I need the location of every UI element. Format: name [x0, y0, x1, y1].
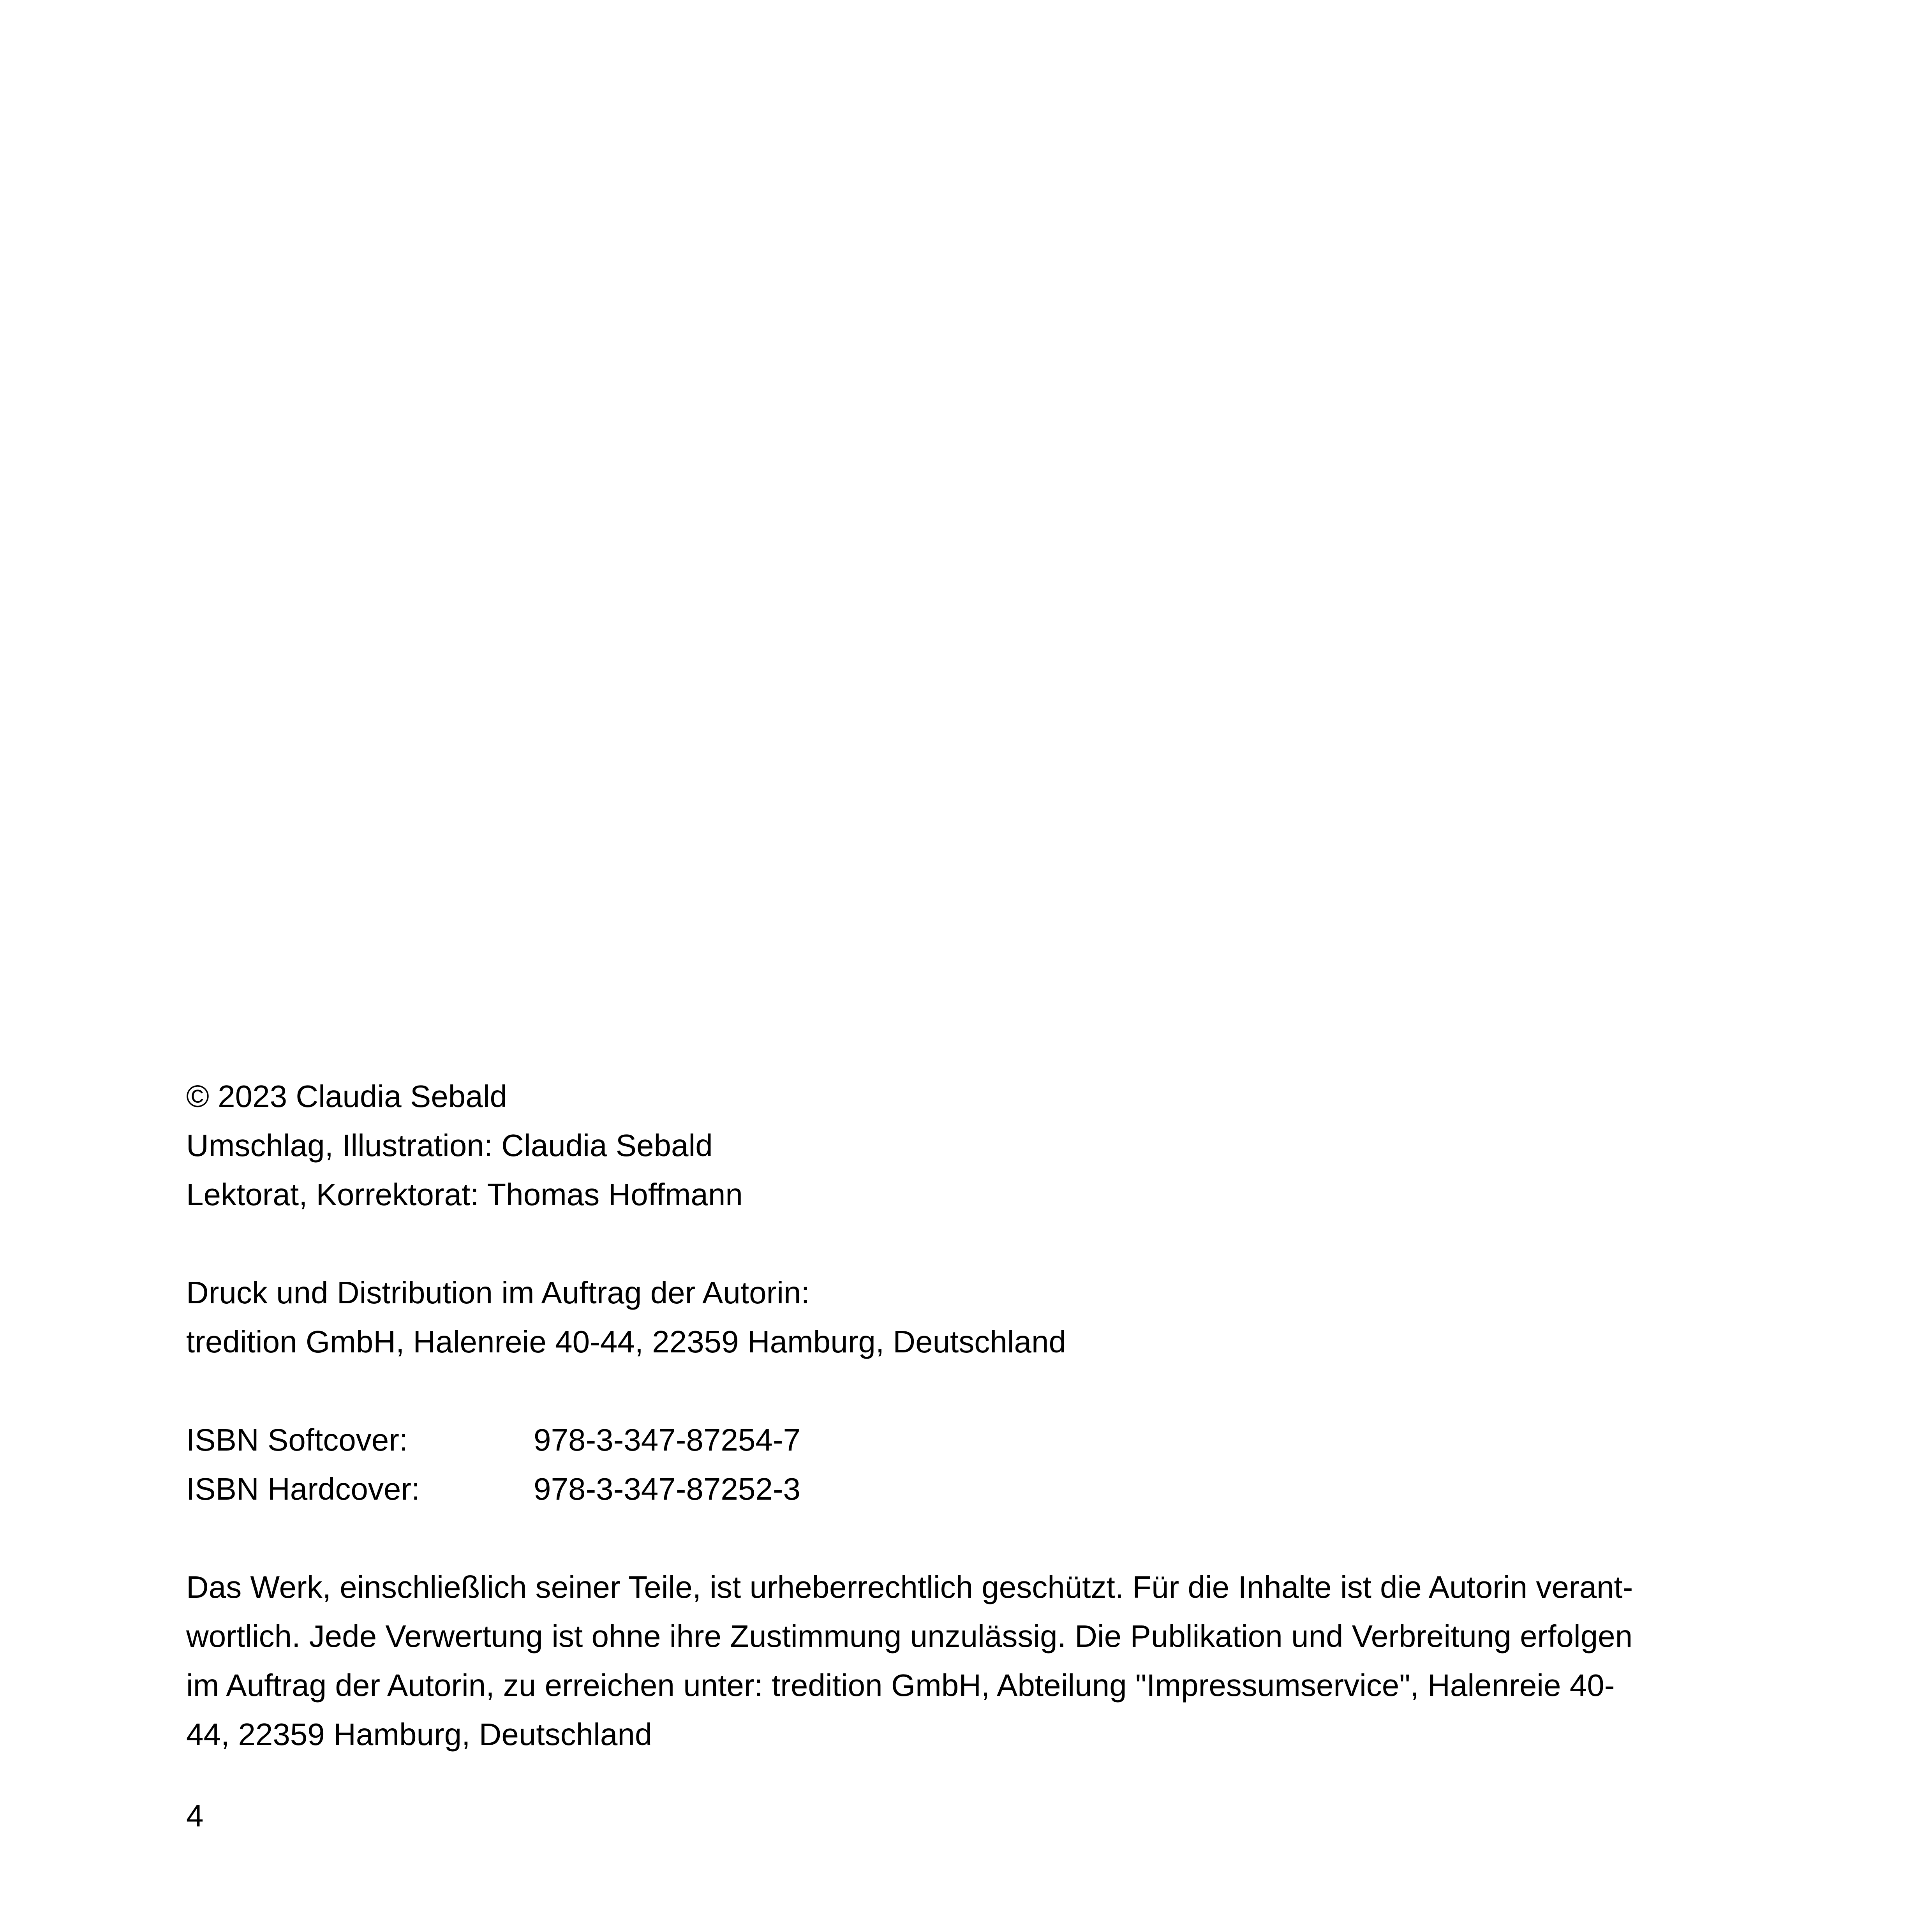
isbn-softcover-row — [186, 1416, 1744, 1465]
isbn-hardcover-row — [186, 1465, 1744, 1514]
imprint-block — [186, 1072, 1744, 1759]
copyright-notice — [186, 1563, 1744, 1759]
cover-illustration-credit: Umschlag, Illustration: Claudia Sebald — [186, 1128, 713, 1163]
isbn-softcover-label: ISBN Softcover: — [186, 1423, 408, 1457]
distribution-heading: Druck und Distribution im Auftrag der Autorin: — [186, 1275, 810, 1310]
isbn-hardcover-value: 978-3-347-87252-3 — [534, 1472, 800, 1506]
copyright-notice-line: 44, 22359 Hamburg, Deutschland — [186, 1717, 652, 1752]
copyright-notice-line: im Auftrag der Autorin, zu erreichen unter: tredition GmbH, Abteilung "Impressumservice", Halenreie 40- — [186, 1668, 1615, 1703]
isbn-hardcover-label: ISBN Hardcover: — [186, 1472, 420, 1506]
spacer — [186, 1366, 1744, 1416]
spacer — [186, 1219, 1744, 1268]
spacer — [186, 1514, 1744, 1563]
copyright-notice-line: Das Werk, einschließlich seiner Teile, ist urheberrechtlich geschützt. Für die Inhalte ist die Autorin verant- — [186, 1570, 1633, 1604]
page-number: 4 — [186, 1798, 204, 1833]
publisher-address: tredition GmbH, Halenreie 40-44, 22359 Hamburg, Deutschland — [186, 1324, 1066, 1359]
editing-credit: Lektorat, Korrektorat: Thomas Hoffmann — [186, 1177, 743, 1212]
copyright-line: © 2023 Claudia Sebald — [186, 1079, 507, 1114]
copyright-notice-line: wortlich. Jede Verwertung ist ohne ihre Zustimmung unzulässig. Die Publikation und Verbreitung erfolgen — [186, 1619, 1633, 1653]
isbn-softcover-value: 978-3-347-87254-7 — [534, 1423, 800, 1457]
